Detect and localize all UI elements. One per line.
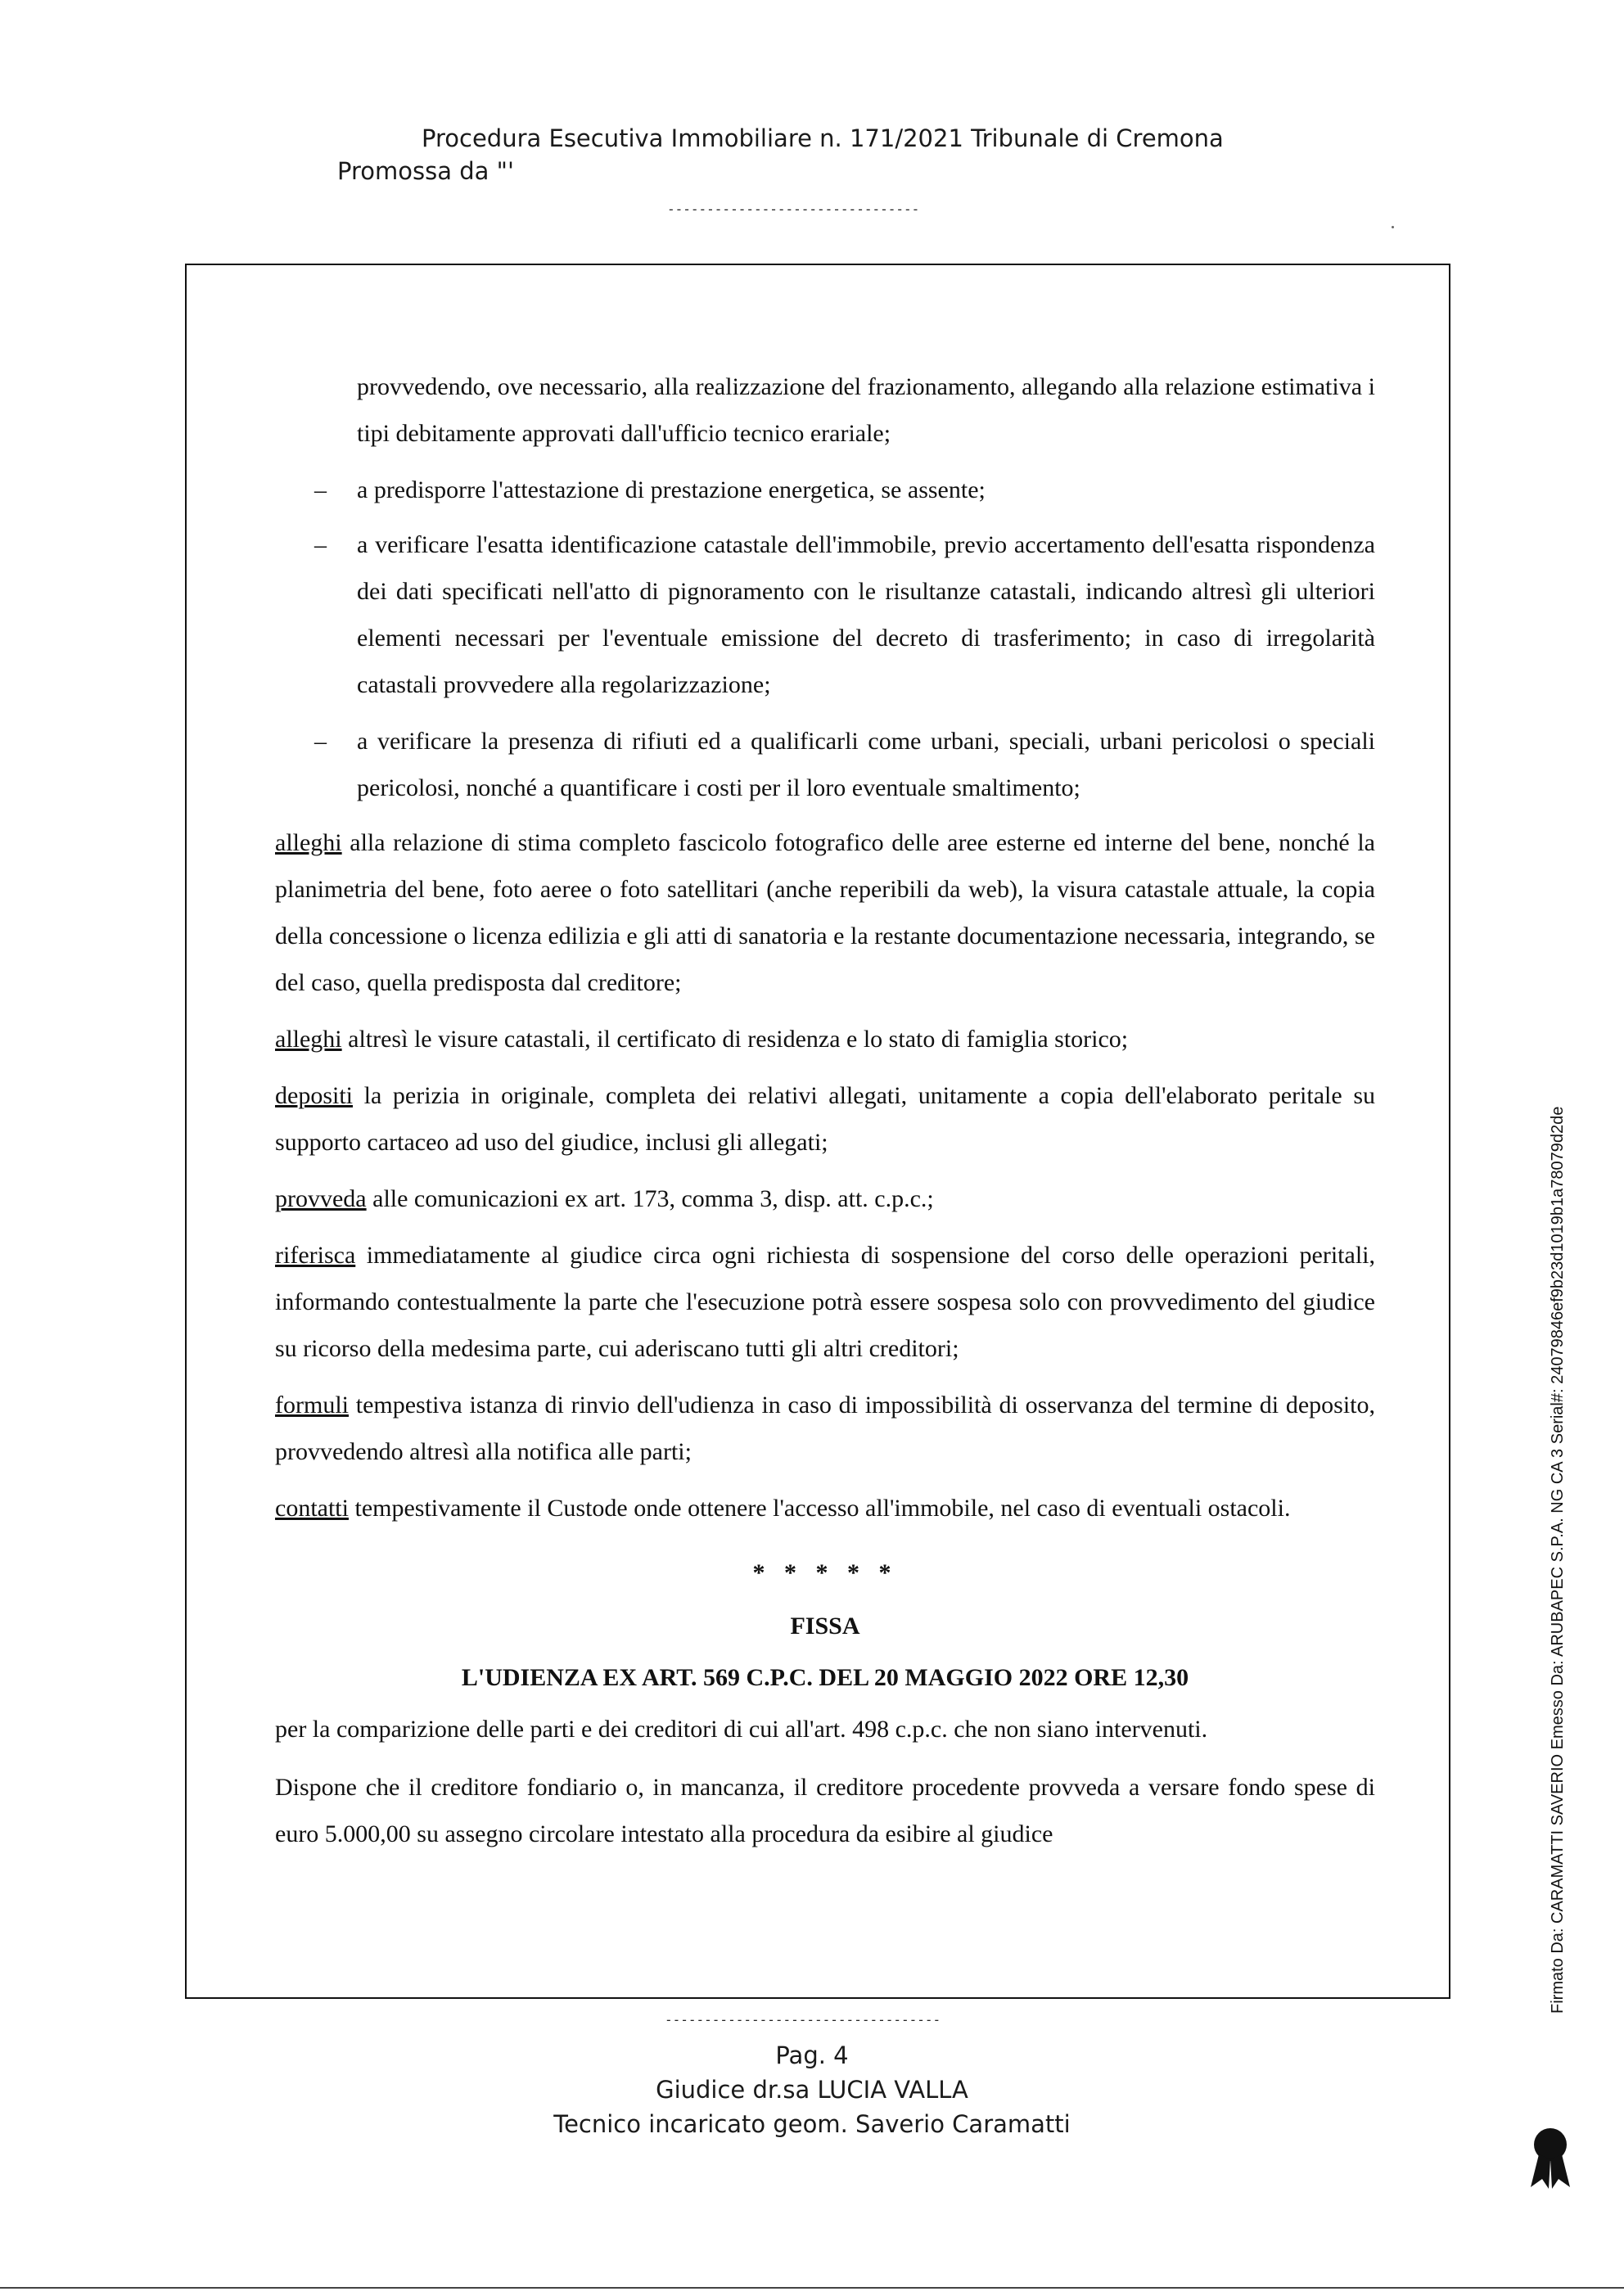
item-text: alla relazione di stima completo fascicolo fotografico delle aree esterne ed interne del bene, nonché la planimetria del bene, foto aeree o foto satellitari (anche reperibili da web), la visura catastale attuale, la copia della concessione o licenza edilizia e gli atti di sanatoria e la restante documentazione necessaria, integrando, se del caso, quella predisposta dal creditore; (275, 829, 1375, 996)
item-riferisca (275, 1232, 1375, 1372)
item-text: altresì le visure catastali, il certificato di residenza e lo stato di famiglia storico; (341, 1026, 1129, 1053)
page-bottom-edge (0, 2287, 1624, 2289)
item-verb: depositi (275, 1082, 353, 1109)
bullet-text: a verificare la presenza di rifiuti ed a qualificarli come urbani, speciali, urbani pericolosi o speciali pericolosi, nonché a quantificare i costi per il loro eventuale smaltimento; (357, 728, 1375, 801)
item-verb: contatti (275, 1495, 349, 1522)
paragraph-frazionamento: provvedendo, ove necessario, alla realizzazione del frazionamento, allegando alla relazione estimativa i tipi debitamente approvati dall'ufficio tecnico erariale; (357, 373, 1375, 447)
scan-speck (1392, 226, 1394, 228)
header-promoted-by: Promossa da "' (337, 157, 514, 185)
bullet-item (275, 467, 1375, 513)
item-depositi (275, 1072, 1375, 1166)
item-formuli (275, 1382, 1375, 1475)
body-text (275, 363, 1375, 1857)
bullet-item (275, 521, 1375, 708)
item-provveda (275, 1175, 1375, 1222)
bullet-dash: – (314, 476, 327, 503)
item-text: tempestivamente il Custode onde ottenere l'accesso all'immobile, nel caso di eventuali ostacoli. (348, 1495, 1291, 1522)
item-verb: alleghi (275, 1026, 342, 1053)
item-verb: provveda (275, 1185, 367, 1212)
item-text: immediatamente al giudice circa ogni richiesta di sospensione del corso delle operazioni peritali, informando contestualmente la parte che l'esecuzione potrà essere sospesa solo con provvedimento del giudice su ricorso della medesima parte, cui aderiscano tutti gli altri creditori; (275, 1242, 1375, 1362)
fissa-heading: FISSA (790, 1613, 860, 1640)
item-alleghi (275, 819, 1375, 1006)
footer-divider: ----------------------------------- (665, 2012, 941, 2028)
digital-signature-text: Firmato Da: CARAMATTI SAVERIO Emesso Da: ARUBAPEC S.P.A. NG CA 3 Serial#: 24079846ef9b23d1019b1a78079d2de (1549, 1106, 1567, 2014)
footer-judge: Giudice dr.sa LUCIA VALLA (656, 2076, 968, 2104)
signature-seal-icon (1527, 2125, 1573, 2195)
item-contatti (275, 1485, 1375, 1531)
item-text: alle comunicazioni ex art. 173, comma 3, disp. att. c.p.c.; (366, 1185, 934, 1212)
bullet-dash: – (314, 728, 327, 755)
page-number: Pag. 4 (775, 2041, 849, 2069)
dispone-text: Dispone che il creditore fondiario o, in mancanza, il creditore procedente provveda a versare fondo spese di euro 5.000,00 su assegno circolare intestato alla procedura da esibire al giudice (275, 1774, 1375, 1847)
udienza-heading: L'UDIENZA EX ART. 569 C.P.C. DEL 20 MAGGIO 2022 ORE 12,30 (461, 1664, 1189, 1691)
bullet-dash: – (314, 531, 327, 558)
item-alleghi-altresi (275, 1016, 1375, 1062)
footer-technician: Tecnico incaricato geom. Saverio Caramatti (553, 2110, 1071, 2138)
header-title: Procedura Esecutiva Immobiliare n. 171/2021 Tribunale di Cremona (422, 124, 1224, 152)
bullet-text: a predisporre l'attestazione di prestazione energetica, se assente; (357, 476, 986, 503)
item-verb: formuli (275, 1392, 349, 1419)
comparizione-text: per la comparizione delle parti e dei creditori di cui all'art. 498 c.p.c. che non siano intervenuti. (275, 1716, 1208, 1743)
item-text: la perizia in originale, completa dei relativi allegati, unitamente a copia dell'elaborato peritale su supporto cartaceo ad uso del giudice, inclusi gli allegati; (275, 1082, 1375, 1156)
item-verb: alleghi (275, 829, 342, 856)
item-verb: riferisca (275, 1242, 356, 1269)
header-divider: -------------------------------- (667, 201, 920, 217)
section-stars: * * * * * (752, 1559, 898, 1586)
item-text: tempestiva istanza di rinvio dell'udienza in caso di impossibilità di osservanza del termine di deposito, provvedendo altresì alla notifica alle parti; (275, 1392, 1375, 1465)
bullet-item (275, 718, 1375, 811)
content-frame (185, 264, 1450, 1999)
bullet-text: a verificare l'esatta identificazione catastale dell'immobile, previo accertamento dell'esatta rispondenza dei dati specificati nell'atto di pignoramento con le risultanze catastali, indicando altresì gli ulteriori elementi necessari per l'eventuale emissione del decreto di trasferimento; in caso di irregolarità catastali provvedere alla regolarizzazione; (357, 531, 1375, 698)
